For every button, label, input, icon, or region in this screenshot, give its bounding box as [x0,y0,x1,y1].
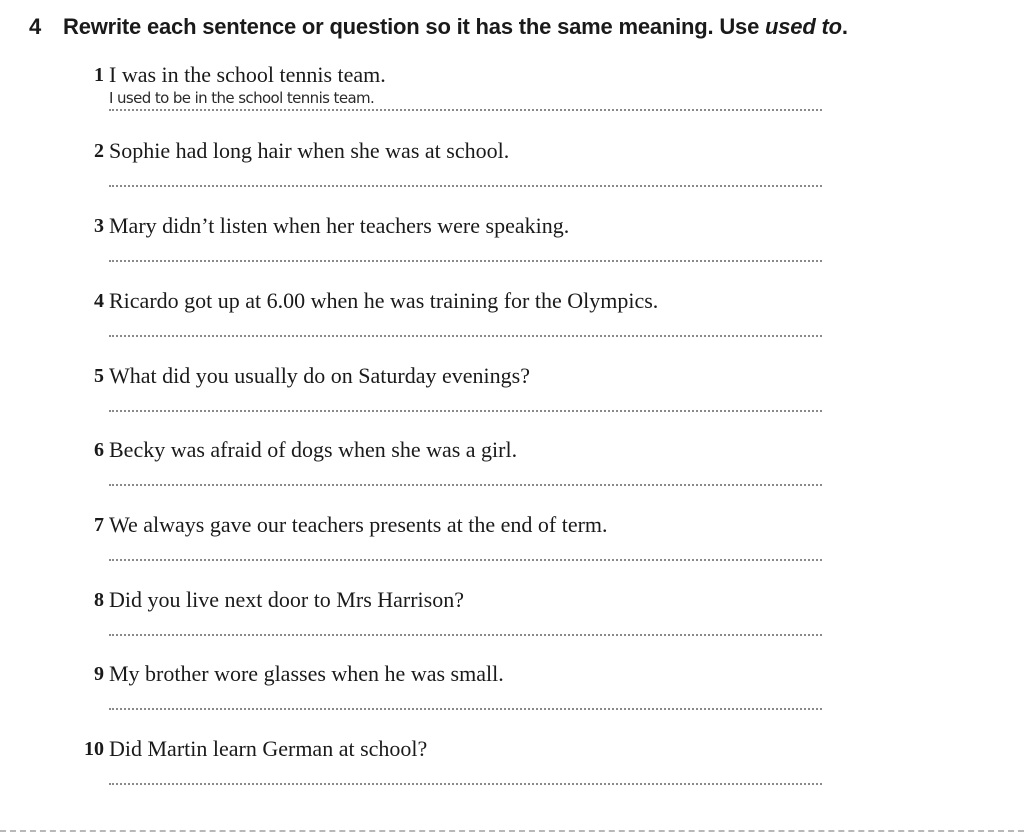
item-number: 10 [84,738,104,760]
item-number: 2 [94,140,104,162]
item-number: 8 [94,589,104,611]
item-number: 9 [94,663,104,685]
answer-line[interactable] [109,783,822,785]
item-number: 6 [94,439,104,461]
item-sentence: Becky was afraid of dogs when she was a girl. [109,437,518,462]
item-sentence: Mary didn’t listen when her teachers were speaking. [109,213,570,238]
item-sentence: We always gave our teachers presents at the end of term. [109,512,608,537]
instruction-end: . [841,14,848,39]
answer-line[interactable] [109,260,822,262]
answer-line[interactable] [109,335,822,337]
handwritten-answer: I used to be in the school tennis team. [109,89,375,107]
answer-line[interactable] [109,484,822,486]
instruction-emphasis: used to [765,14,842,39]
answer-line[interactable] [109,410,822,412]
item-number: 1 [94,64,104,86]
answer-line[interactable] [109,708,822,710]
instruction-text: Rewrite each sentence or question so it has the same meaning. Use [63,14,766,39]
item-number: 3 [94,215,104,237]
item-sentence: Did Martin learn German at school? [109,736,428,761]
exercise-number: 4 [29,14,42,39]
answer-line[interactable] [109,559,822,561]
answer-line[interactable] [109,634,822,636]
answer-line[interactable] [109,185,822,187]
item-sentence: I was in the school tennis team. [109,62,386,87]
item-number: 7 [94,514,104,536]
item-sentence: My brother wore glasses when he was small. [109,661,504,686]
item-sentence: Sophie had long hair when she was at school. [109,138,510,163]
item-sentence: Ricardo got up at 6.00 when he was training for the Olympics. [109,288,659,313]
item-sentence: What did you usually do on Saturday evenings? [109,363,530,388]
exercise-heading [29,14,848,40]
answer-line[interactable] [109,109,822,111]
item-number: 4 [94,290,104,312]
item-sentence: Did you live next door to Mrs Harrison? [109,587,464,612]
page-bottom-rule [0,830,1024,832]
item-number: 5 [94,365,104,387]
